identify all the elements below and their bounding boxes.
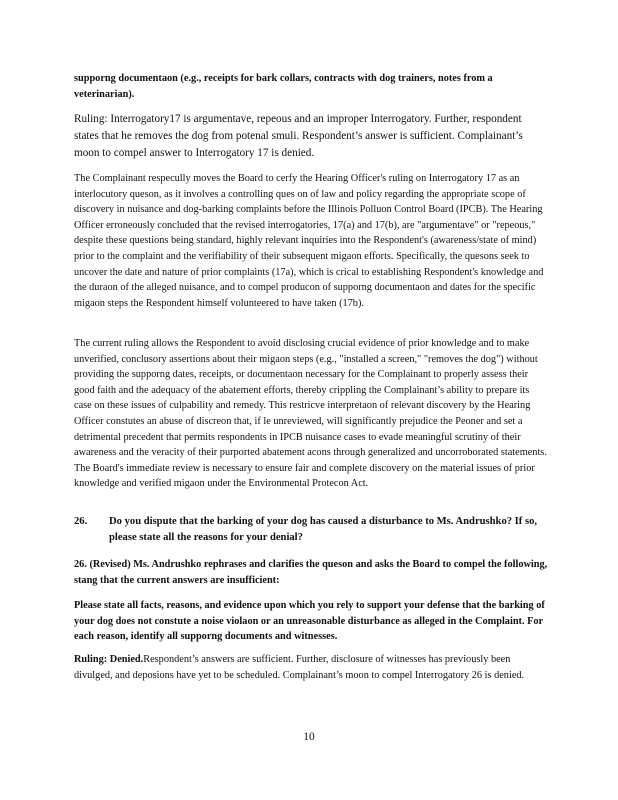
certify-paragraph: The Complainant respecully moves the Board to cerfy the Hearing Officer's ruling on Interrogatory 17 as an interlocutory queson, as it involves a controlling ques on of law and policy regarding the appropriate scope of discovery in nuisance and dog-barking complaints before the Illinois Polluon Control Board (IPCB). The Hearing Officer erroneously concluded that the revised interrogatories, 17(a) and 17(b), are "argumentave" or "repeous," despite these questions being standard, highly relevant inquiries into the Respondent's (awareness/state of mind) prior to the complaint and the verifiability of their subsequent migaon efforts. Specifically, the quesons seek to uncover the date and nature of prior complaints (17a), which is crical to establishing Respondent's knowledge and the duraon of the alleged nuisance, and to compel producon of supporng documentaon and dates for the specific migaon steps the Respondent himself volunteered to have taken (17b). xyxy=(74,173,544,309)
question-26-number: 26. xyxy=(74,516,88,527)
ruling-26-paragraph xyxy=(74,652,548,683)
ruling-17-text: Interrogatory17 is argumentave, repeous and an improper Interrogatory. Further, respondent states that he removes the dog from potenal smuli. Respondent’s answer is sufficient. Complainant’s moon to compel answer to Interrogatory 17 is denied. xyxy=(74,113,523,159)
ruling-26-label: Ruling: Denied. xyxy=(74,654,144,665)
intro-paragraph: supporng documentaon (e.g., receipts for bark collars, contracts with dog trainers, notes from a veterinarian). xyxy=(74,73,493,100)
ruling-17-label: Ruling: xyxy=(74,113,108,125)
question-26-text: Do you dispute that the barking of your dog has caused a disturbance to Ms. Andrushko? If so, please state all the reasons for your denial? xyxy=(109,516,538,543)
question-26-revised-request: Please state all facts, reasons, and evidence upon which you rely to support your defense that the barking of your dog does not constute a noise violaon or an unreasonable disturbance as alleged in the Complaint. For each reason, identify all supporng documents and witnesses. xyxy=(74,600,545,643)
ruling-17-paragraph xyxy=(74,111,548,162)
question-26-revised: 26. (Revised) Ms. Andrushko rephrases and clarifies the queson and asks the Board to compel the following, stang that the current answers are insufficient: xyxy=(74,559,548,586)
ruling-26-text: Respondent’s answers are sufficient. Further, disclosure of witnesses has previously been divulged, and deposions have yet to be scheduled. Complainant’s moon to compel Interrogatory 26 is denied. xyxy=(74,654,525,681)
current-ruling-paragraph: The current ruling allows the Respondent to avoid disclosing crucial evidence of prior knowledge and to make unverified, conclusory assertions about their migaon steps (e.g., "installed a screen," "removes the dog") without providing the supporng dates, receipts, or documentaon necessary for the Complainant to properly assess their good faith and the adequacy of the abatement efforts, thereby crippling the Complainant’s ability to prepare its case on these issues of culpability and remedy. This restricve interpretaon of relevant discovery by the Hearing Officer constutes an abuse of discreon that, if le unreviewed, will significantly prejudice the Peoner and set a detrimental precedent that permits respondents in IPCB nuisance cases to evade meaningful scrutiny of their awareness and the veracity of their purported abatement acons through generalized and uncorroborated statements. The Board's immediate review is necessary to ensure fair and complete discovery on the material issues of prior knowledge and verified migaon under the Environmental Protecon Act. xyxy=(74,338,547,490)
page-number: 10 xyxy=(303,731,315,743)
question-26 xyxy=(74,514,554,545)
